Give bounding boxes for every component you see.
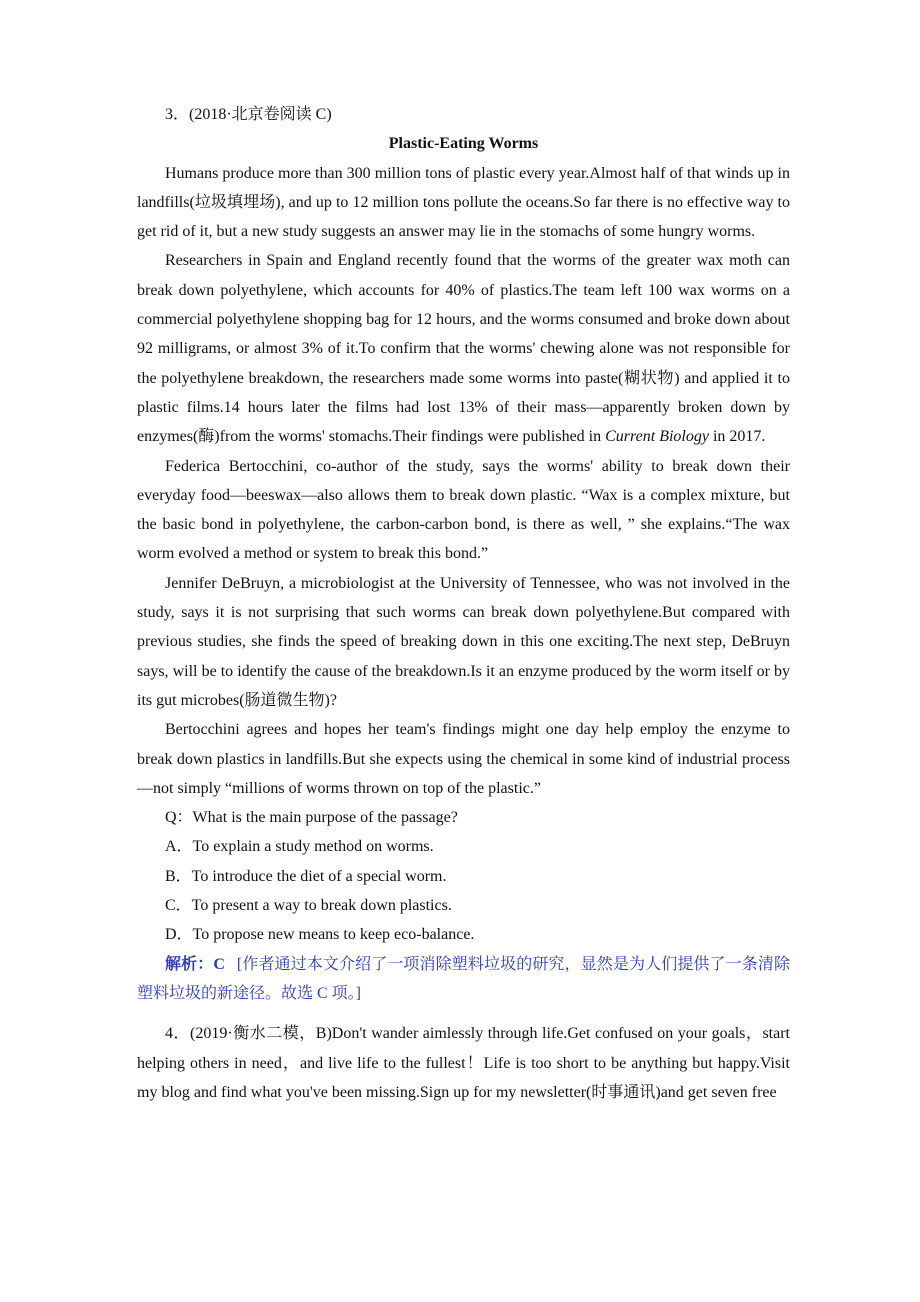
passage-title: Plastic-Eating Worms (388, 135, 539, 153)
analysis-label: 解析：C (165, 955, 225, 973)
passage-paragraph-2: Researchers in Spain and England recently found that the worms of the greater wax moth can break down polyethylene, which accounts for 40% of plastics.The team left 100 wax worms on a commercial polyethylene shopping bag for 12 hours, and the worms consumed and broke down about 92 milligrams, or almost 3% of it.To confirm that the worms' chewing alone was not responsible for the polyethylene breakdown, the researchers made some worms into paste(糊状物) and applied it to plastic films.14 hours later the films had lost 13% of their mass—apparently broken down by enzymes(酶)from the worms' stomachs.Their findings were published in Current Biology in 2017. (137, 252, 790, 446)
option-a: A．To explain a study method on worms. (165, 838, 434, 856)
option-b: B．To introduce the diet of a special worm. (165, 867, 447, 885)
analysis-body: [作者通过本文介绍了一项消除塑料垃圾的研究，显然是为人们提供了一条清除塑料垃圾的新途径。故选 C 项。] (137, 955, 790, 1002)
passage-paragraph-1: Humans produce more than 300 million tons of plastic every year.Almost half of that winds up in landfills(垃圾填埋场), and up to 12 million tons pollute the oceans.So far there is no effective way to get rid of it, but a new study suggests an answer may lie in the stomachs of some hungry worms. (137, 164, 790, 241)
option-c: C．To present a way to break down plastics. (165, 897, 452, 915)
passage-paragraph-5: Bertocchini agrees and hopes her team's findings might one day help employ the enzyme to break down plastics in landfills.But she expects using the chemical in some kind of industrial process—not simply “millions of worms thrown on top of the plastic.” (137, 721, 790, 797)
item3-header: 3．(2018·北京卷阅读 C) (165, 106, 332, 123)
option-d: D．To propose new means to keep eco-balance. (165, 926, 475, 944)
question-line: Q：What is the main purpose of the passage? (165, 809, 458, 827)
passage-paragraph-3: Federica Bertocchini, co-author of the study, says the worms' ability to break down their everyday food—beeswax—also allows them to break down plastic. “Wax is a complex mixture, but the basic bond in polyethylene, the carbon-carbon bond, is there as well, ” she explains.“The wax worm evolved a method or system to break this bond.” (137, 457, 790, 563)
analysis-line (137, 950, 790, 1009)
item4-paragraph: 4．(2019·衡水二模，B)Don't wander aimlessly through life.Get confused on your goals，start helping others in need，and live life to the fullest！Life is too short to be anything but happy.Visit my blog and find what you've been missing.Sign up for my newsletter(时事通讯)and get seven free (137, 1025, 790, 1101)
passage-paragraph-4: Jennifer DeBruyn, a microbiologist at the University of Tennessee, who was not involved in the study, says it is not surprising that such worms can break down polyethylene.But compared with previous studies, she finds the speed of breaking down in this one exciting.The next step, DeBruyn says, will be to identify the cause of the breakdown.Is it an enzyme produced by the worm itself or by its gut microbes(肠道微生物)? (137, 574, 790, 709)
